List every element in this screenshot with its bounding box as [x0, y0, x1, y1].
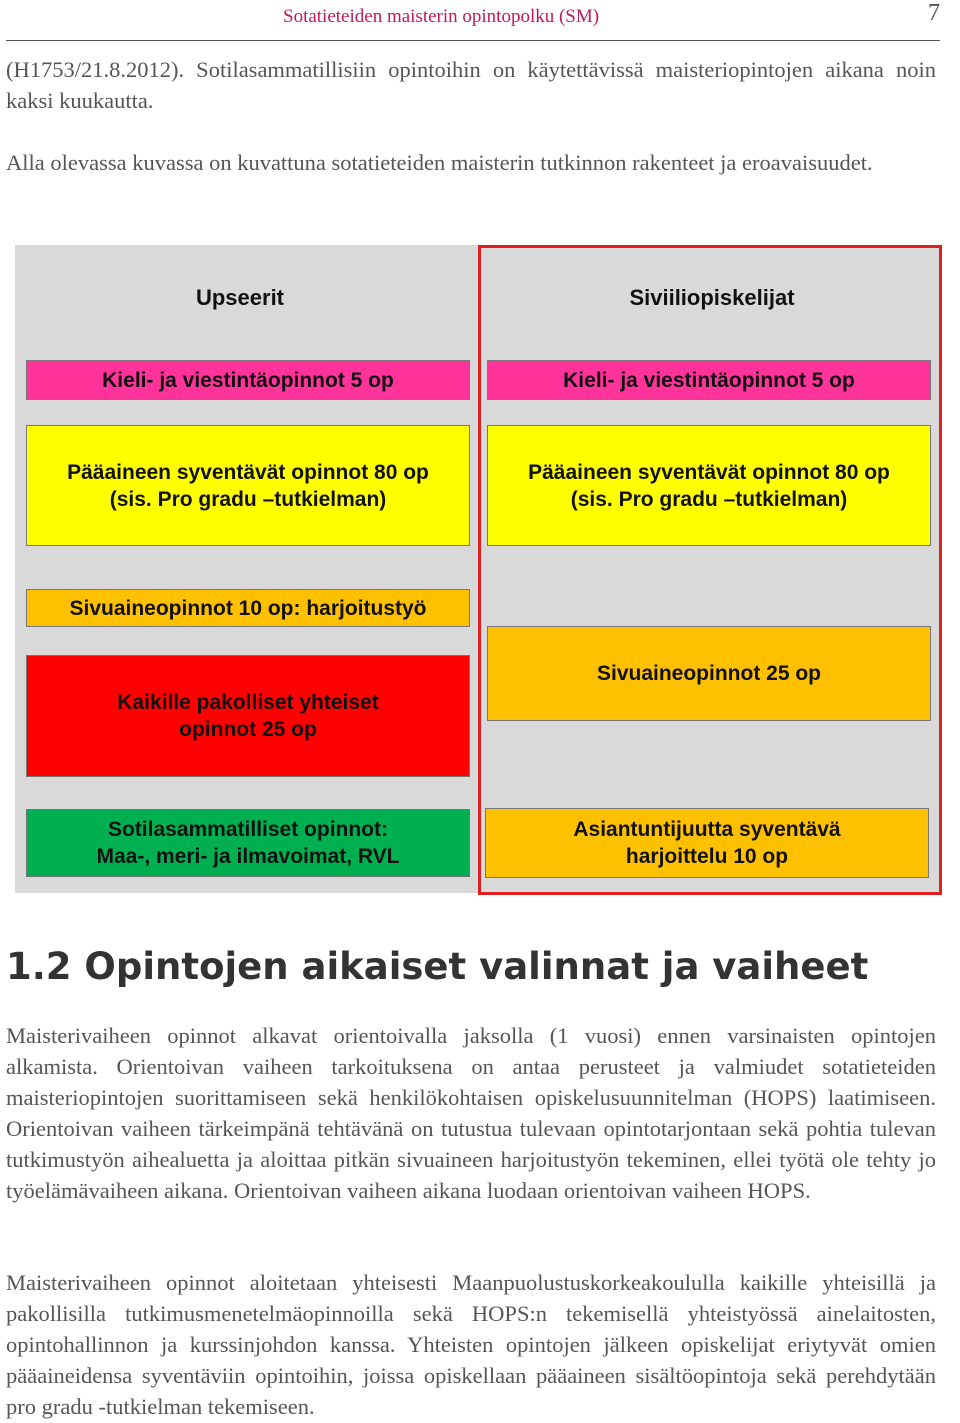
civilian-column-frame: [478, 245, 942, 895]
officers-box-mandatory-common: Kaikille pakolliset yhteiset opinnot 25 op: [26, 655, 470, 777]
civilians-box-internship: Asiantuntijuutta syventävä harjoittelu 10 op: [485, 808, 929, 878]
degree-structure-diagram: [15, 245, 941, 893]
header-divider: [6, 40, 940, 41]
civilians-box-language: Kieli- ja viestintäopinnot 5 op: [487, 360, 931, 400]
page-number: 7: [928, 0, 940, 26]
civilians-box-minor-studies: Sivuaineopinnot 25 op: [487, 626, 931, 721]
officers-box-major-advanced: Pääaineen syventävät opinnot 80 op (sis. Pro gradu –tutkielman): [26, 425, 470, 546]
officers-box-minor-studies: Sivuaineopinnot 10 op: harjoitustyö: [26, 589, 470, 627]
section-heading: 1.2 Opintojen aikaiset valinnat ja vaiheet: [6, 945, 869, 988]
intro-paragraph-2: Alla olevassa kuvassa on kuvattuna sotatieteiden maisterin tutkinnon rakenteet ja eroavaisuudet.: [6, 150, 873, 175]
intro-paragraph-1: (H1753/21.8.2012). Sotilasammatillisiin opintoihin on käytettävissä maisteriopintojen aikana noin kaksi kuukautta.: [6, 57, 936, 113]
section-paragraph-1: Maisterivaiheen opinnot alkavat orientoivalla jaksolla (1 vuosi) ennen varsinaisten opintojen alkamista. Orientoivan vaiheen tarkoituksena on antaa perusteet ja valmiudet sotatieteiden maisteriopintojen suorittamiseen sekä henkilökohtaisen opiskelusuunnitelman (HOPS) laatimiseen. Orientoivan vaiheen tärkeimpänä tehtävänä on tutustua tulevaan opintotarjontaan sekä pohtia tulevan tutkimustyön aihealuetta ja aloittaa pitkän sivuaineen harjoitustyön tekeminen, ellei työtä ole tehty jo työelämävaiheen aikana. Orientoivan vaiheen aikana luodaan orientoivan vaiheen HOPS.: [6, 1023, 936, 1203]
officers-box-language: Kieli- ja viestintäopinnot 5 op: [26, 360, 470, 400]
officers-column-title: Upseerit: [195, 285, 285, 310]
section-paragraph-2: Maisterivaiheen opinnot aloitetaan yhteisesti Maanpuolustuskorkeakoululla kaikille yhteisillä ja pakollisilla tutkimusmenetelmäopinnoilla sekä HOPS:n tekemisellä yhteistyössä ainelaitosten, opintohallinnon ja kurssinjohdon kanssa. Yhteisten opintojen jälkeen opiskelijat eriytyvät omien pääaineidensa syventäviin opintoihin, joissa opiskellaan pääaineen sisältöopintoja sekä perehdytään pro gradu -tutkielman tekemiseen.: [6, 1270, 936, 1419]
civilians-box-major-advanced: Pääaineen syventävät opinnot 80 op (sis. Pro gradu –tutkielman): [487, 425, 931, 546]
running-header-title: Sotatieteiden maisterin opintopolku (SM): [283, 6, 600, 27]
officers-box-military-professional: Sotilasammatilliset opinnot: Maa-, meri- ja ilmavoimat, RVL: [26, 809, 470, 877]
civilians-column-title: Siviiliopiskelijat: [629, 285, 795, 310]
